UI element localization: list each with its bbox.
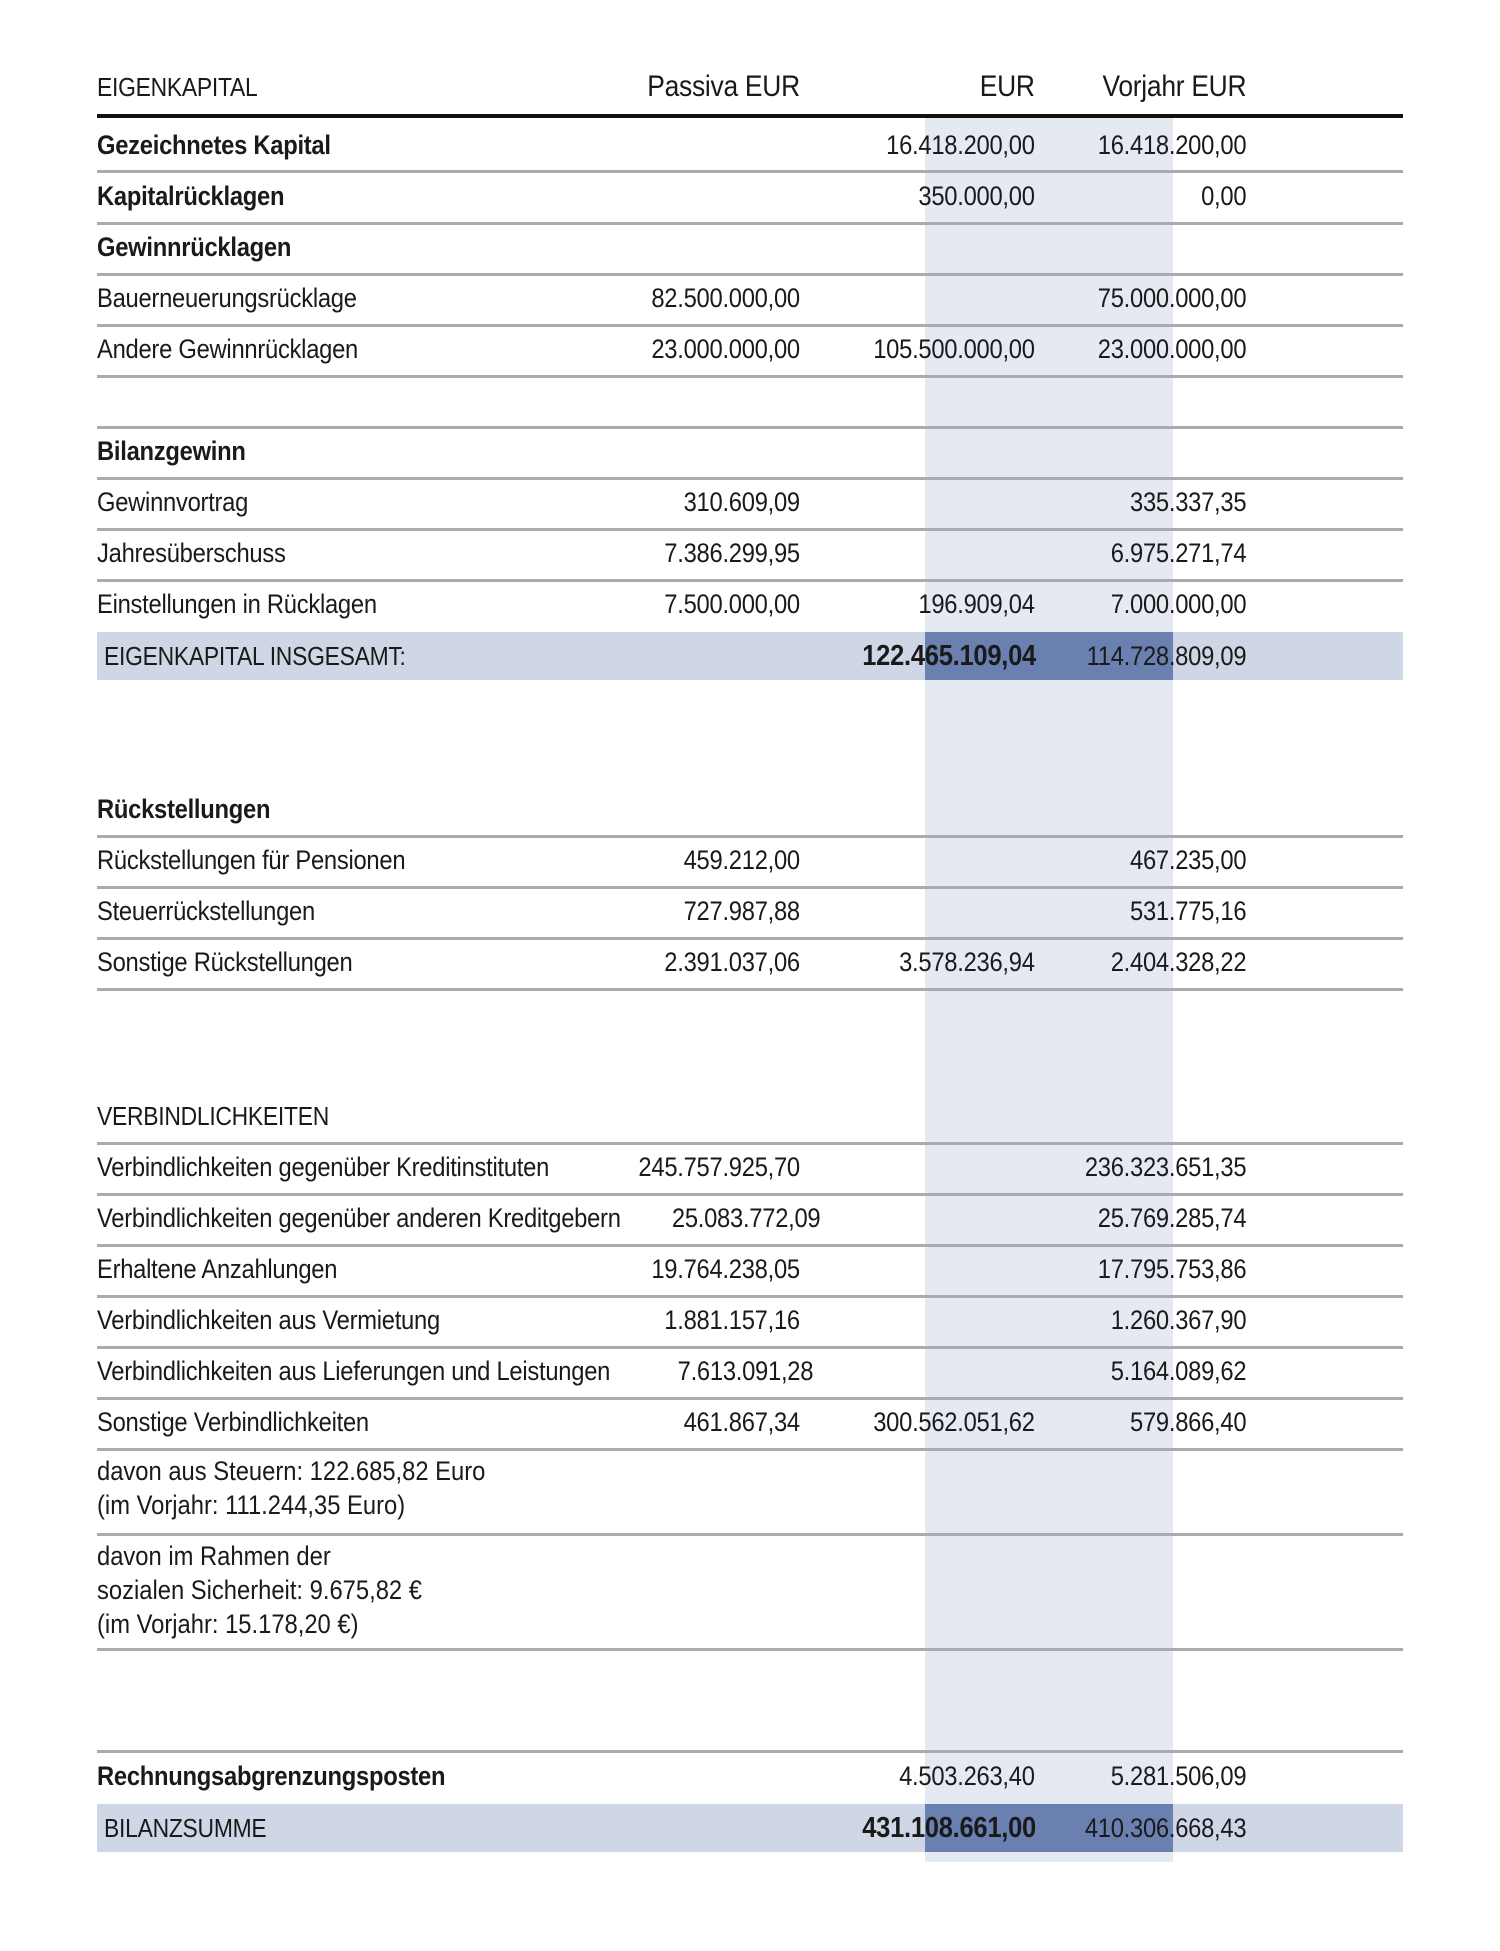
value-vorjahr: 23.000.000,00 [1097,333,1247,364]
value-passiva: 82.500.000,00 [651,282,800,313]
table-row [97,479,1246,525]
section-title-rueckstellungen: Rückstellungen [97,793,271,824]
column-header-passiva: Passiva EUR [647,70,800,103]
value-eur: 300.562.051,62 [873,1406,1035,1437]
row-divider [97,273,1403,276]
value-eur: 4.503.263,40 [899,1760,1035,1791]
row-divider [97,1244,1403,1247]
value-vorjahr: 5.164.089,62 [1110,1355,1247,1386]
row-label: Verbindlichkeiten gegenüber anderen Kreditgebern [97,1202,621,1233]
total-value-eur: 122.465.109,04 [862,639,1036,672]
table-row [97,581,1246,627]
value-eur: 350.000,00 [918,180,1035,211]
row-label: Rückstellungen für Pensionen [97,844,406,875]
row-divider [97,477,1403,480]
total-label: EIGENKAPITAL INSGESAMT: [104,640,406,671]
value-vorjahr: 25.769.285,74 [1097,1202,1247,1233]
table-header [97,62,1246,112]
table-row [97,122,1246,168]
row-label: Kapitalrücklagen [97,180,285,211]
value-passiva: 7.386.299,95 [664,537,800,568]
table-row [97,1144,1246,1190]
value-passiva: 461.867,34 [683,1406,800,1437]
value-passiva: 245.757.925,70 [638,1151,800,1182]
row-label: Sonstige Rückstellungen [97,946,353,977]
row-divider [97,1448,1403,1451]
table-row [97,224,1246,270]
note-steuern: davon aus Steuern: 122.685,82 Euro (im Vorjahr: 111.244,35 Euro) [97,1456,486,1520]
value-passiva: 727.987,88 [683,895,800,926]
row-label: Gewinnrücklagen [97,231,292,262]
value-passiva: 7.613.091,28 [677,1355,814,1386]
table-row [97,1297,1246,1343]
value-vorjahr: 467.235,00 [1130,844,1247,875]
row-label: Andere Gewinnrücklagen [97,333,359,364]
row-label: Bilanzgewinn [97,435,246,466]
column-header-vorjahr: Vorjahr EUR [1102,70,1247,103]
row-divider [97,528,1403,531]
total-value-eur: 431.108.661,00 [862,1811,1036,1844]
row-label: Sonstige Verbindlichkeiten [97,1406,369,1437]
bilanzsumme-row [97,1804,1246,1852]
value-vorjahr: 5.281.506,09 [1110,1760,1247,1791]
row-label: Erhaltene Anzahlungen [97,1253,338,1284]
row-divider [97,579,1403,582]
row-divider [97,937,1403,940]
value-passiva: 23.000.000,00 [651,333,800,364]
table-row [97,275,1246,321]
table-row [97,939,1246,985]
value-eur: 3.578.236,94 [899,946,1035,977]
row-divider [97,1346,1403,1349]
row-divider [97,1142,1403,1145]
table-row [97,173,1246,219]
value-vorjahr: 531.775,16 [1130,895,1247,926]
value-passiva: 2.391.037,06 [664,946,800,977]
row-label: Einstellungen in Rücklagen [97,588,377,619]
value-vorjahr: 1.260.367,90 [1110,1304,1247,1335]
value-eur: 196.909,04 [918,588,1035,619]
row-divider [97,1193,1403,1196]
row-divider [97,324,1403,327]
table-row [97,1195,1246,1241]
row-label: Rechnungsabgrenzungsposten [97,1760,446,1791]
row-divider [97,886,1403,889]
row-divider [97,1533,1403,1536]
row-divider [97,835,1403,838]
value-vorjahr: 7.000.000,00 [1110,588,1247,619]
value-passiva: 7.500.000,00 [664,588,800,619]
value-vorjahr: 236.323.651,35 [1084,1151,1247,1182]
table-row [97,1348,1246,1394]
value-vorjahr: 2.404.328,22 [1110,946,1247,977]
table-row [97,1246,1246,1292]
total-value-vorjahr: 410.306.668,43 [1084,1812,1247,1843]
table-row [97,530,1246,576]
total-label: BILANZSUMME [104,1812,267,1843]
row-divider [97,375,1403,378]
value-passiva: 19.764.238,05 [651,1253,800,1284]
table-row [97,326,1246,372]
balance-sheet-passiva [97,0,1403,1951]
header-rule [97,114,1403,118]
row-divider [97,988,1403,991]
eigenkapital-total-row [97,632,1246,680]
table-row [97,837,1246,883]
value-passiva: 310.609,09 [683,486,800,517]
row-label: Jahresüberschuss [97,537,286,568]
note-soziale-sicherheit: davon im Rahmen der sozialen Sicherheit: 9.675,82 € (im Vorjahr: 15.178,20 €) [97,1541,422,1639]
value-passiva: 459.212,00 [683,844,800,875]
value-vorjahr: 16.418.200,00 [1097,129,1247,160]
table-row [97,1399,1246,1445]
row-label: Steuerrückstellungen [97,895,315,926]
row-divider [97,170,1403,173]
row-divider [97,222,1403,225]
value-passiva: 25.083.772,09 [671,1202,821,1233]
total-value-vorjahr: 114.728.809,09 [1086,640,1247,671]
row-label: Gewinnvortrag [97,486,249,517]
row-divider [97,1397,1403,1400]
row-divider [97,426,1403,429]
table-row [97,888,1246,934]
value-vorjahr: 579.866,40 [1130,1406,1247,1437]
row-label: Gezeichnetes Kapital [97,129,331,160]
row-label: Verbindlichkeiten aus Vermietung [97,1304,440,1335]
row-divider [97,1750,1403,1753]
table-row [97,428,1246,474]
value-vorjahr: 0,00 [1201,180,1247,211]
value-vorjahr: 17.795.753,86 [1097,1253,1247,1284]
section-title-eigenkapital: EIGENKAPITAL [97,71,258,102]
column-header-eur: EUR [979,70,1035,103]
value-passiva: 1.881.157,16 [664,1304,800,1335]
section-title-verbindlichkeiten: VERBINDLICHKEITEN [97,1100,329,1131]
value-eur: 16.418.200,00 [886,129,1035,160]
value-vorjahr: 75.000.000,00 [1097,282,1247,313]
row-label: Bauerneuerungsrücklage [97,282,357,313]
row-divider [97,1648,1403,1651]
value-eur: 105.500.000,00 [873,333,1035,364]
row-label: Verbindlichkeiten gegenüber Kreditinstituten [97,1151,550,1182]
value-vorjahr: 6.975.271,74 [1110,537,1247,568]
table-row-rechnungsabgrenzung [97,1752,1246,1800]
row-label: Verbindlichkeiten aus Lieferungen und Leistungen [97,1355,611,1386]
value-vorjahr: 335.337,35 [1130,486,1247,517]
row-divider [97,1295,1403,1298]
